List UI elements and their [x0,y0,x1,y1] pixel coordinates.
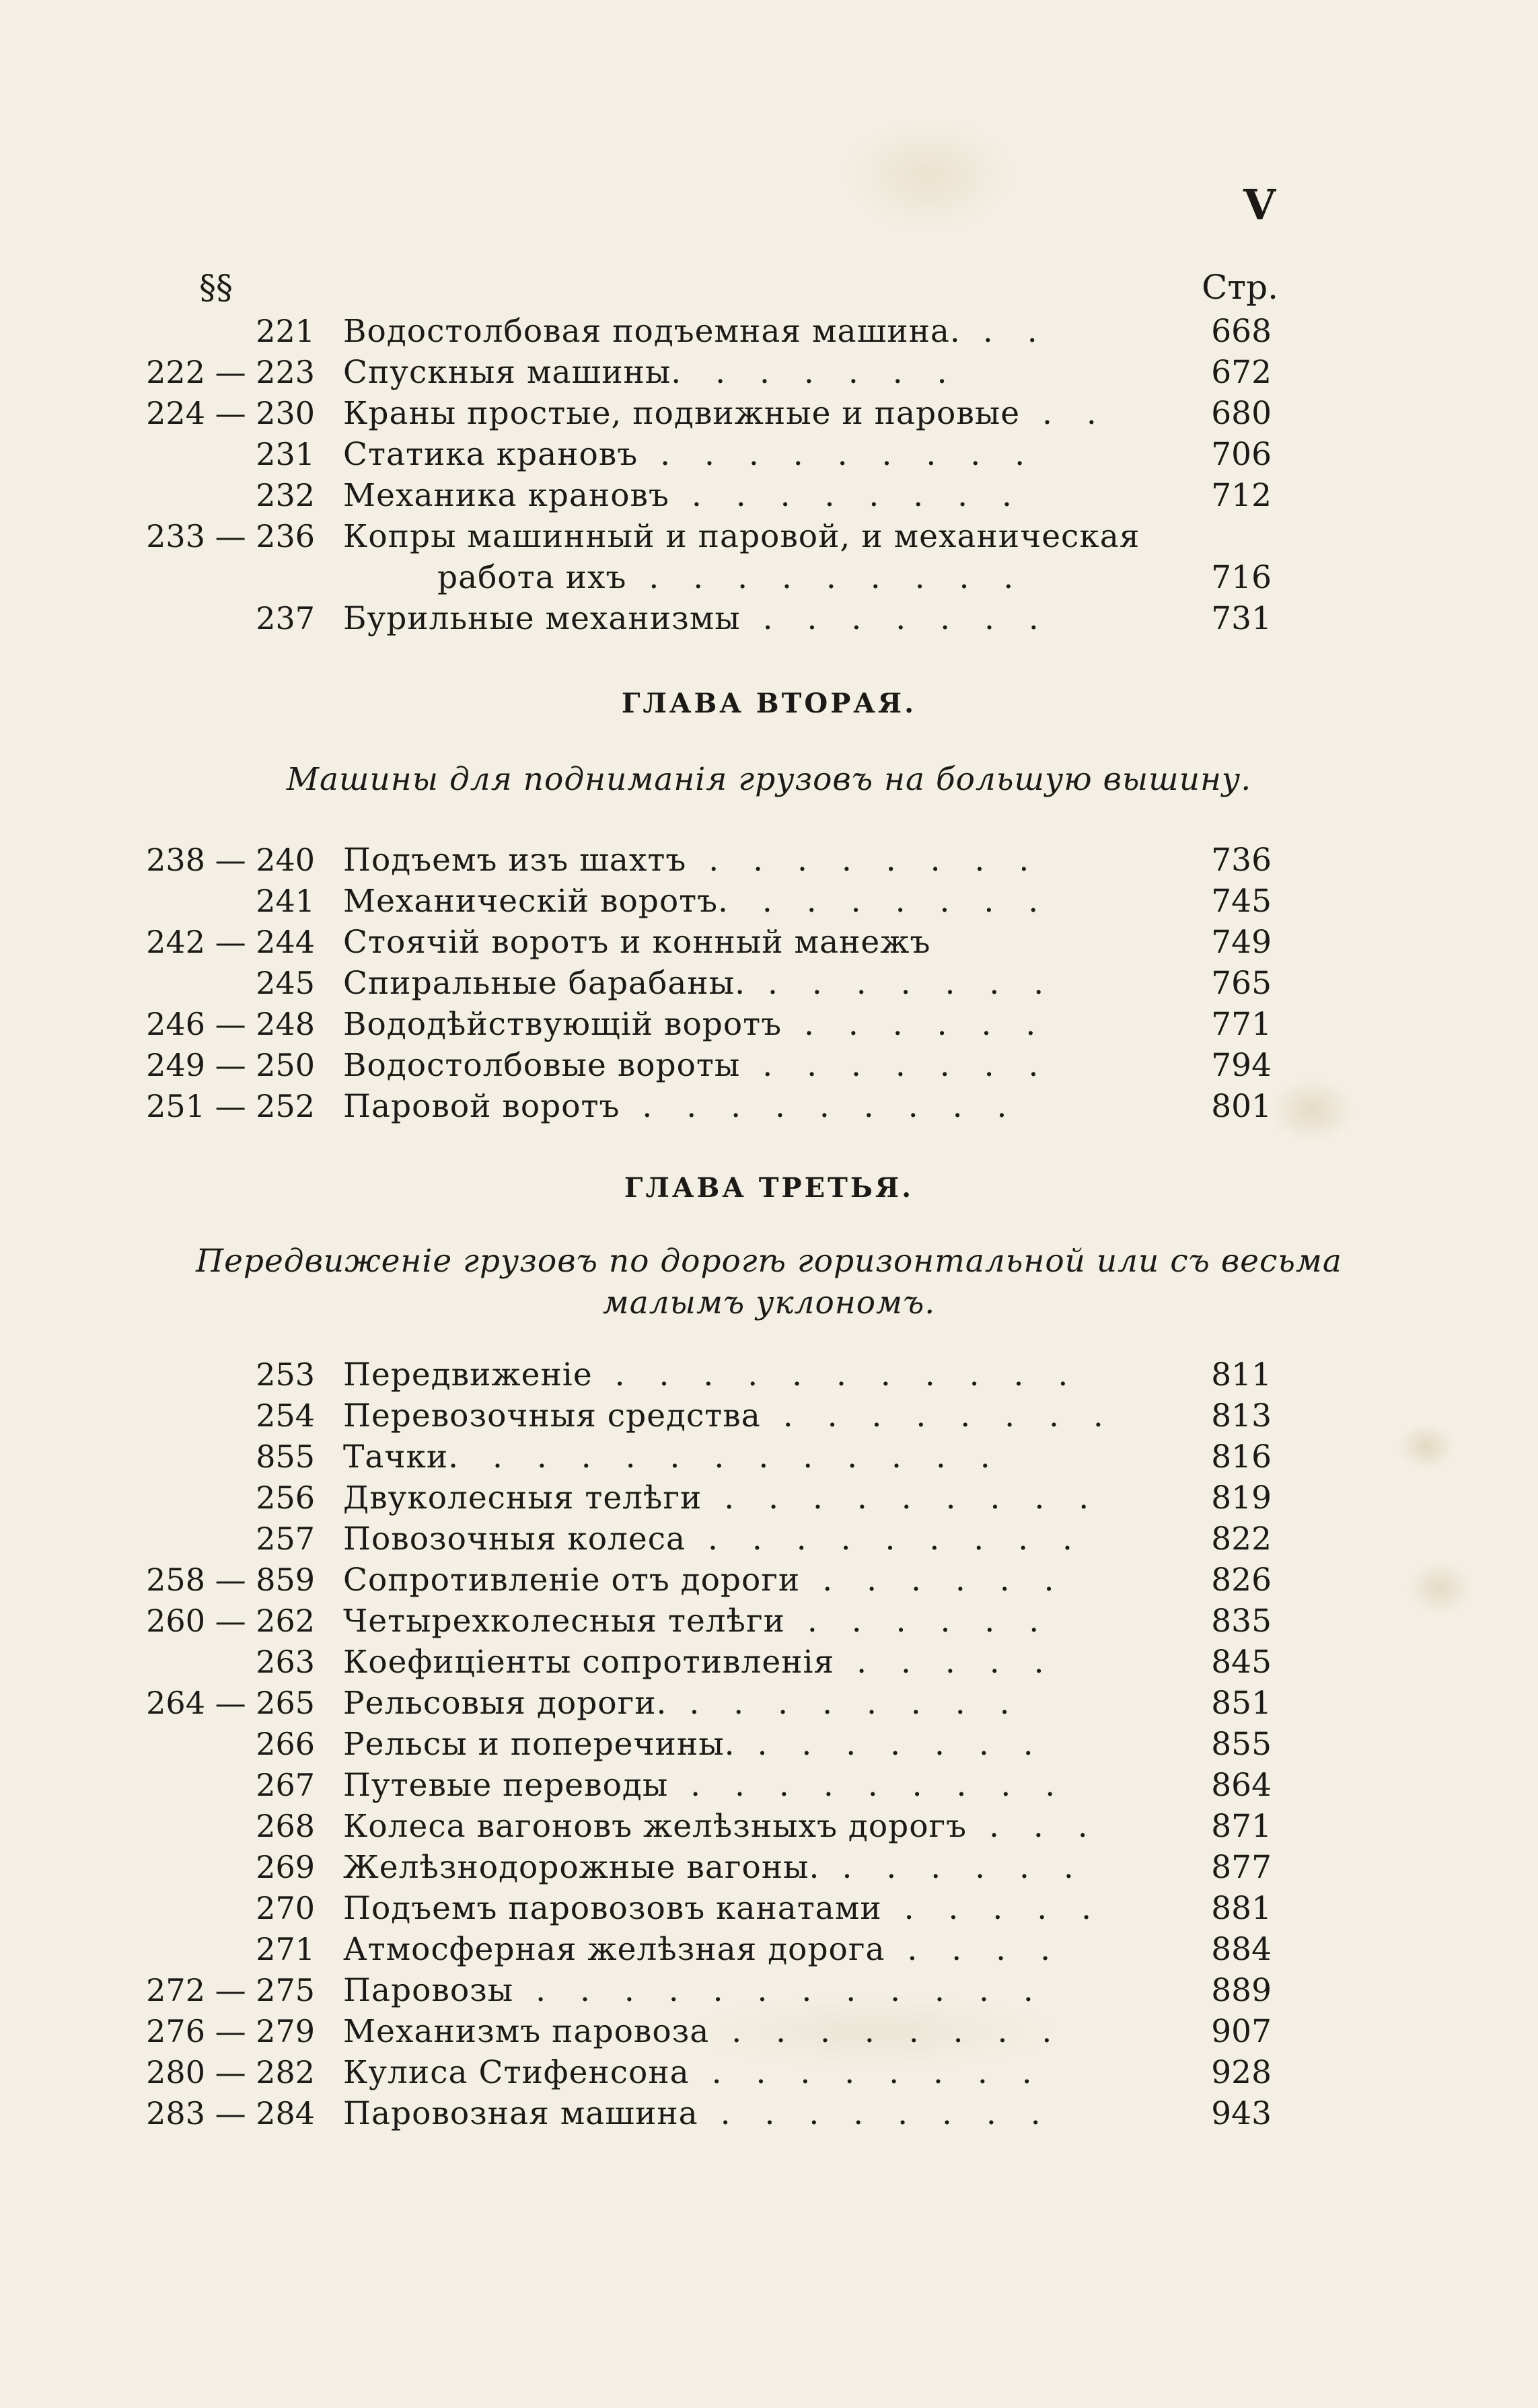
section-number: 222 — 223 [146,354,315,390]
section-number: 245 [256,965,315,1001]
page-ref: 928 [1211,2054,1272,2091]
page-ref: 816 [1211,1438,1272,1475]
entry-title: Копры машинный и паровой, и механическая работа ихъ . . . . . . . . . [343,518,1140,596]
page-ref: 765 [1211,965,1272,1002]
section-number: 263 [256,1644,315,1680]
section-number: 280 — 282 [146,2054,315,2090]
page-ref: 716 [1211,559,1272,596]
entry-title: Четырехколесныя телѣги . . . . . . [343,1603,1052,1640]
entry-title: Сопротивленіе отъ дороги . . . . . . [343,1562,1066,1599]
page-ref: 822 [1211,1521,1272,1558]
section-number: 224 — 230 [146,395,315,431]
section-number: 251 — 252 [146,1088,315,1124]
section-number: 253 [256,1356,315,1393]
section-symbol: §§ [199,268,233,307]
entry-title: Повозочныя колеса . . . . . . . . . [343,1521,1085,1558]
toc-block-2 [0,840,1538,1127]
page-ref: 736 [1211,842,1272,879]
toc-entry [0,434,1538,475]
toc-entry [0,1847,1538,1888]
entry-title: Вододѣйствующій воротъ . . . . . . [343,1006,1048,1043]
chapter-subtitle: Передвиженіе грузовъ по дорогѣ горизонтальной или съ весьма малымъ уклономъ. [196,1243,1342,1321]
page-number: V [1243,180,1276,229]
section-number: 283 — 284 [146,2095,315,2131]
section-number: 238 — 240 [146,842,315,878]
page-ref: 706 [1211,436,1272,473]
entry-title: Подъемъ паровозовъ канатами . . . . . [343,1890,1104,1927]
page-ref: 668 [1211,313,1272,350]
toc-header [0,268,1538,315]
page-ref: 884 [1211,1931,1272,1968]
toc-entry [0,1642,1538,1683]
page-ref: 813 [1211,1397,1272,1434]
toc-entry [0,1477,1538,1519]
section-number: 271 [256,1931,315,1967]
page-ref: 771 [1211,1006,1272,1043]
entry-title: Водостолбовая подъемная машина. . . [343,313,1050,350]
section-number: 221 [256,313,315,349]
toc-entry [0,1354,1538,1395]
entry-title: Коефиціенты сопротивленія . . . . . [343,1644,1056,1681]
entry-title: Подъемъ изъ шахтъ . . . . . . . . [343,842,1041,879]
section-number: 276 — 279 [146,2013,315,2049]
page-ref: 801 [1211,1088,1272,1125]
toc-entry [0,393,1538,434]
toc-entry [0,922,1538,963]
page-ref: 835 [1211,1603,1272,1640]
section-number: 237 [256,600,315,636]
section-number: 270 [256,1890,315,1926]
entry-title: Механическій воротъ. . . . . . . . [343,883,1051,920]
page-ref: 731 [1211,600,1272,637]
page-ref: 943 [1211,2095,1272,2132]
page-ref: 851 [1211,1685,1272,1722]
section-number: 232 [256,477,315,513]
toc-entry [0,516,1538,598]
entry-title: Перевозочныя средства . . . . . . . . [343,1397,1115,1434]
toc-block-3 [0,1354,1538,2134]
entry-title: Рельсовыя дороги. . . . . . . . . [343,1685,1022,1722]
entry-title: Путевые переводы . . . . . . . . . [343,1767,1068,1804]
toc-entry [0,840,1538,881]
section-number: 256 [256,1480,315,1516]
section-number: 249 — 250 [146,1047,315,1083]
toc-entry [0,475,1538,516]
toc-entry [0,1395,1538,1436]
entry-title: Водостолбовые вороты . . . . . . . [343,1047,1051,1084]
section-number: 272 — 275 [146,1972,315,2008]
section-number: 269 [256,1849,315,1885]
chapter-subtitle: Машины для подниманія грузовъ на большую вышину. [286,761,1252,798]
chapter-heading: ГЛАВА ВТОРАЯ. [621,688,917,719]
toc-entry [0,1724,1538,1765]
entry-title: Колеса вагоновъ желѣзныхъ дорогъ . . . [343,1808,1100,1845]
entry-title: Атмосферная желѣзная дорога . . . . [343,1931,1063,1968]
entry-title: Спиральные барабаны. . . . . . . . [343,965,1056,1002]
toc-entry [0,1004,1538,1045]
entry-title: Бурильные механизмы . . . . . . . [343,600,1051,637]
entry-title: Кулиса Стифенсона . . . . . . . . [343,2054,1044,2091]
toc-entry [0,963,1538,1004]
entry-title: Стоячій воротъ и конный манежъ [343,924,931,961]
toc-entry [0,311,1538,352]
toc-entry [0,1436,1538,1477]
toc-entry [0,2093,1538,2134]
entry-title: Механика крановъ . . . . . . . . [343,477,1024,514]
page-ref: 907 [1211,2013,1272,2050]
page-ref: 712 [1211,477,1272,514]
toc-entry [0,1765,1538,1806]
chapter-heading: ГЛАВА ТРЕТЬЯ. [624,1172,914,1204]
toc-entry [0,1086,1538,1127]
section-number: 246 — 248 [146,1006,315,1042]
entry-title: Механизмъ паровоза . . . . . . . . [343,2013,1064,2050]
page-ref: 889 [1211,1972,1272,2009]
toc-entry [0,1929,1538,1970]
section-number: 258 — 859 [146,1562,315,1598]
entry-title: Двуколесныя телѣги . . . . . . . . . [343,1480,1101,1517]
toc-entry [0,1601,1538,1642]
toc-entry [0,1888,1538,1929]
page-ref: 672 [1211,354,1272,391]
section-number: 264 — 265 [146,1685,315,1721]
toc-entry [0,352,1538,393]
page-ref: 855 [1211,1726,1272,1763]
section-number: 268 [256,1808,315,1844]
entry-title: Тачки. . . . . . . . . . . . . [343,1438,1002,1475]
page-column-label: Стр. [1202,268,1278,307]
toc-entry [0,1683,1538,1724]
entry-title: Передвиженіе . . . . . . . . . . . [343,1356,1081,1393]
section-number: 855 [256,1438,315,1475]
page-ref: 871 [1211,1808,1272,1845]
entry-title: Желѣзнодорожные вагоны. . . . . . . [343,1849,1086,1886]
section-number: 257 [256,1521,315,1557]
page-ref: 749 [1211,924,1272,961]
toc-entry [0,1045,1538,1086]
entry-title: Рельсы и поперечины. . . . . . . . [343,1726,1046,1763]
entry-title: Паровозы . . . . . . . . . . . . [343,1972,1046,2009]
section-number: 233 — 236 [146,518,315,554]
section-number: 266 [256,1726,315,1762]
entry-title: Статика крановъ . . . . . . . . . [343,436,1037,473]
toc-entry [0,1560,1538,1601]
toc-entry [0,1806,1538,1847]
toc-entry [0,1519,1538,1560]
page-ref: 877 [1211,1849,1272,1886]
entry-title: Паровой воротъ . . . . . . . . . [343,1088,1019,1125]
entry-title: Спускныя машины. . . . . . . [343,354,959,391]
section-number: 242 — 244 [146,924,315,960]
entry-title: Краны простые, подвижные и паровые . . [343,395,1109,432]
section-number: 260 — 262 [146,1603,315,1639]
page-ref: 864 [1211,1767,1272,1804]
toc-entry [0,598,1538,639]
page-ref: 826 [1211,1562,1272,1599]
page-ref: 819 [1211,1480,1272,1517]
page-ref: 680 [1211,395,1272,432]
page-ref: 881 [1211,1890,1272,1927]
toc-entry [0,1970,1538,2011]
toc-entry [0,881,1538,922]
entry-title: Паровозная машина . . . . . . . . [343,2095,1053,2132]
toc-entry [0,2011,1538,2052]
page-ref: 845 [1211,1644,1272,1681]
page-ref: 794 [1211,1047,1272,1084]
section-number: 241 [256,883,315,919]
section-number: 267 [256,1767,315,1803]
page-ref: 811 [1211,1356,1272,1393]
toc-entry [0,2052,1538,2093]
section-number: 231 [256,436,315,472]
section-number: 254 [256,1397,315,1434]
toc-block-1 [0,311,1538,639]
page-ref: 745 [1211,883,1272,920]
